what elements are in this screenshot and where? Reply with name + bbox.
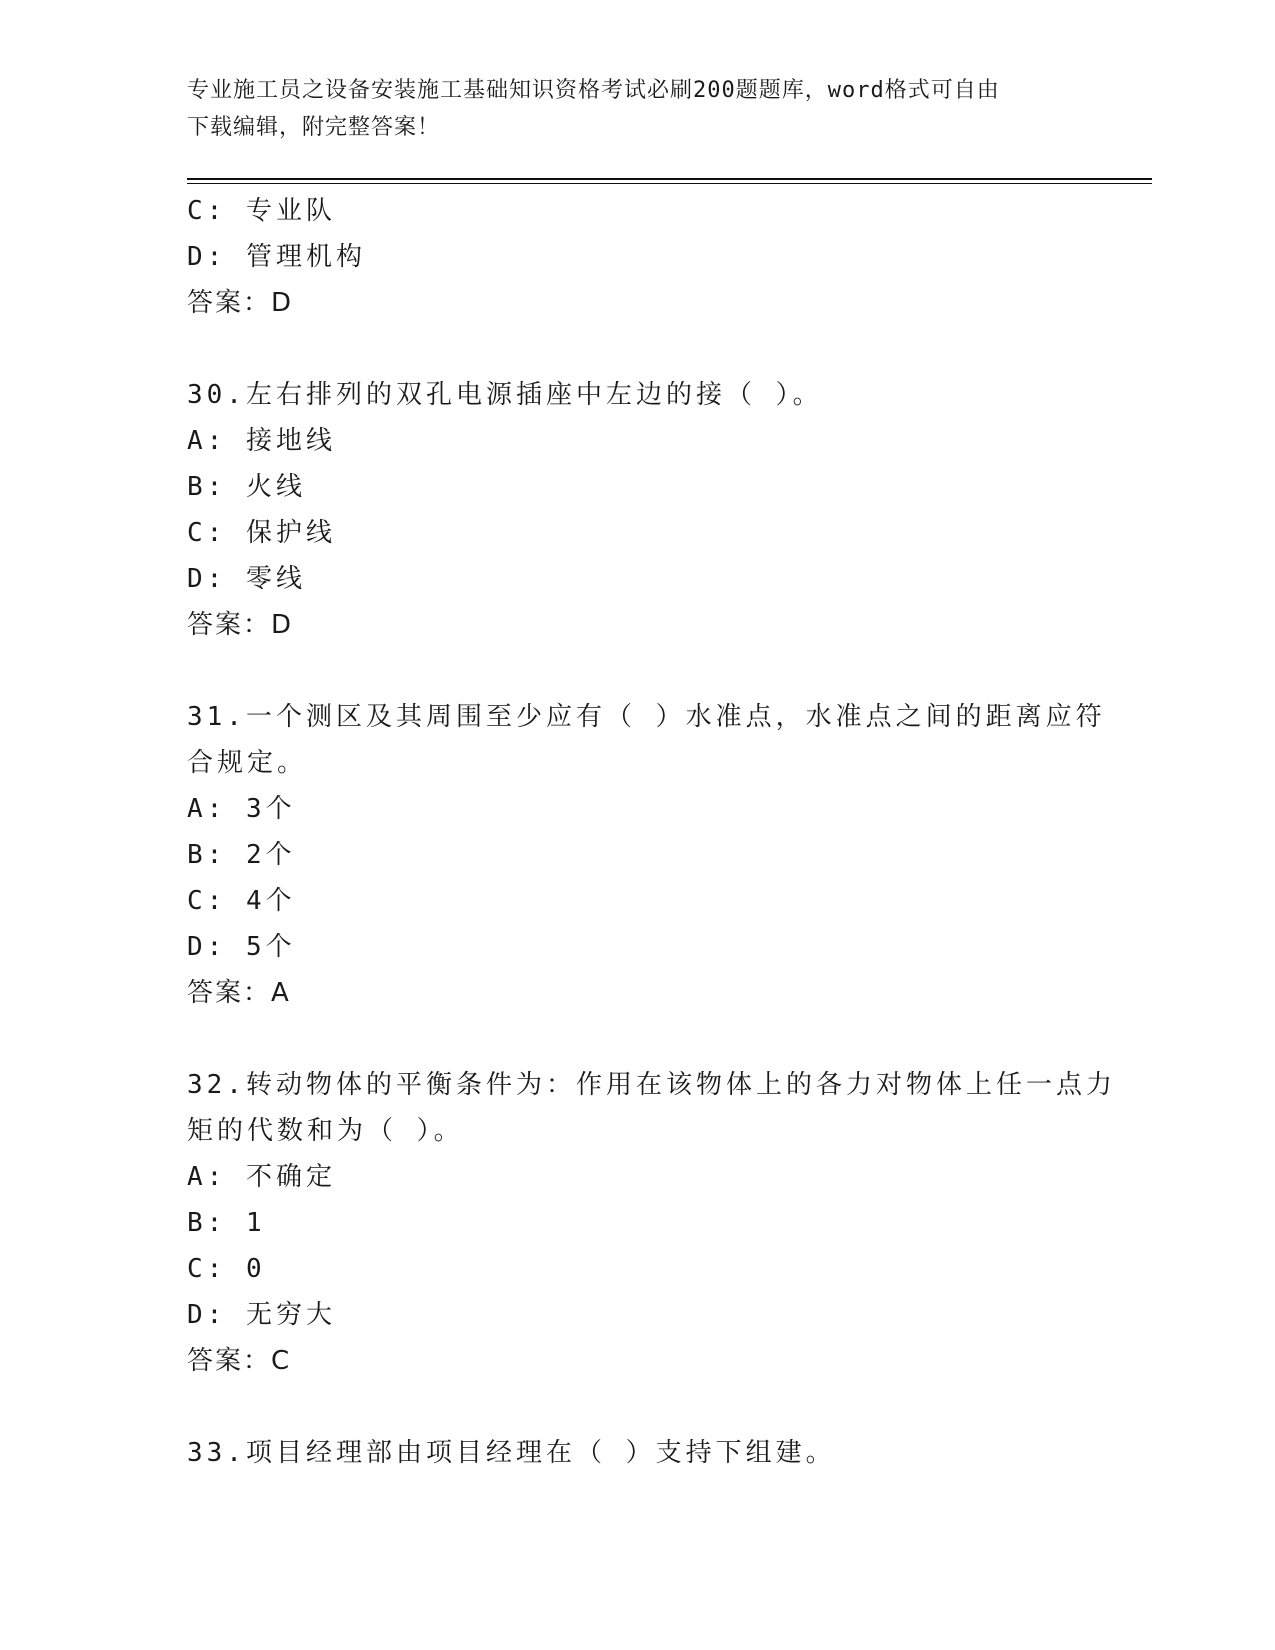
header-rule-thin: [187, 183, 1152, 184]
option-a: A: 接地线: [187, 426, 336, 456]
option-d: D: 无穷大: [187, 1300, 336, 1330]
question-31: [187, 694, 1106, 1016]
option-b: B: 2个: [187, 840, 296, 870]
header-line-1: 专业施工员之设备安装施工基础知识资格考试必刷200题题库，word格式可自由: [187, 78, 1000, 103]
answer: 答案：A: [187, 978, 291, 1008]
question-30: [187, 372, 1087, 648]
option-d: D: 管理机构: [187, 242, 366, 272]
question-33: [187, 1430, 1087, 1476]
option-c: C: 专业队: [187, 196, 336, 226]
option-a: A: 3个: [187, 794, 296, 824]
option-b: B: 1: [187, 1208, 266, 1238]
answer: 答案：D: [187, 610, 294, 640]
question-stem: 33.项目经理部由项目经理在（ ）支持下组建。: [187, 1438, 836, 1468]
previous-question: [187, 188, 1087, 326]
option-a: A: 不确定: [187, 1162, 336, 1192]
question-list: [187, 188, 1116, 1476]
question-stem-line-2: 合规定。: [187, 748, 308, 778]
answer: 答案：C: [187, 1346, 292, 1376]
header-line-2: 下载编辑，附完整答案！: [187, 115, 441, 140]
question-32: [187, 1062, 1116, 1384]
option-c: C: 4个: [187, 886, 296, 916]
question-stem: 30.左右排列的双孔电源插座中左边的接（ ）。: [187, 380, 823, 410]
answer: 答案：D: [187, 288, 294, 318]
option-c: C: 0: [187, 1254, 266, 1284]
question-stem-line-1: 31.一个测区及其周围至少应有（ ）水准点，水准点之间的距离应符: [187, 702, 1106, 732]
question-stem-line-1: 32.转动物体的平衡条件为：作用在该物体上的各力对物体上任一点力: [187, 1070, 1116, 1100]
option-b: B: 火线: [187, 472, 306, 502]
option-c: C: 保护线: [187, 518, 336, 548]
question-stem-line-2: 矩的代数和为（ ）。: [187, 1116, 464, 1146]
option-d: D: 5个: [187, 932, 296, 962]
header-rule-thick: [187, 178, 1152, 180]
document-header: [187, 72, 1087, 146]
option-d: D: 零线: [187, 564, 306, 594]
